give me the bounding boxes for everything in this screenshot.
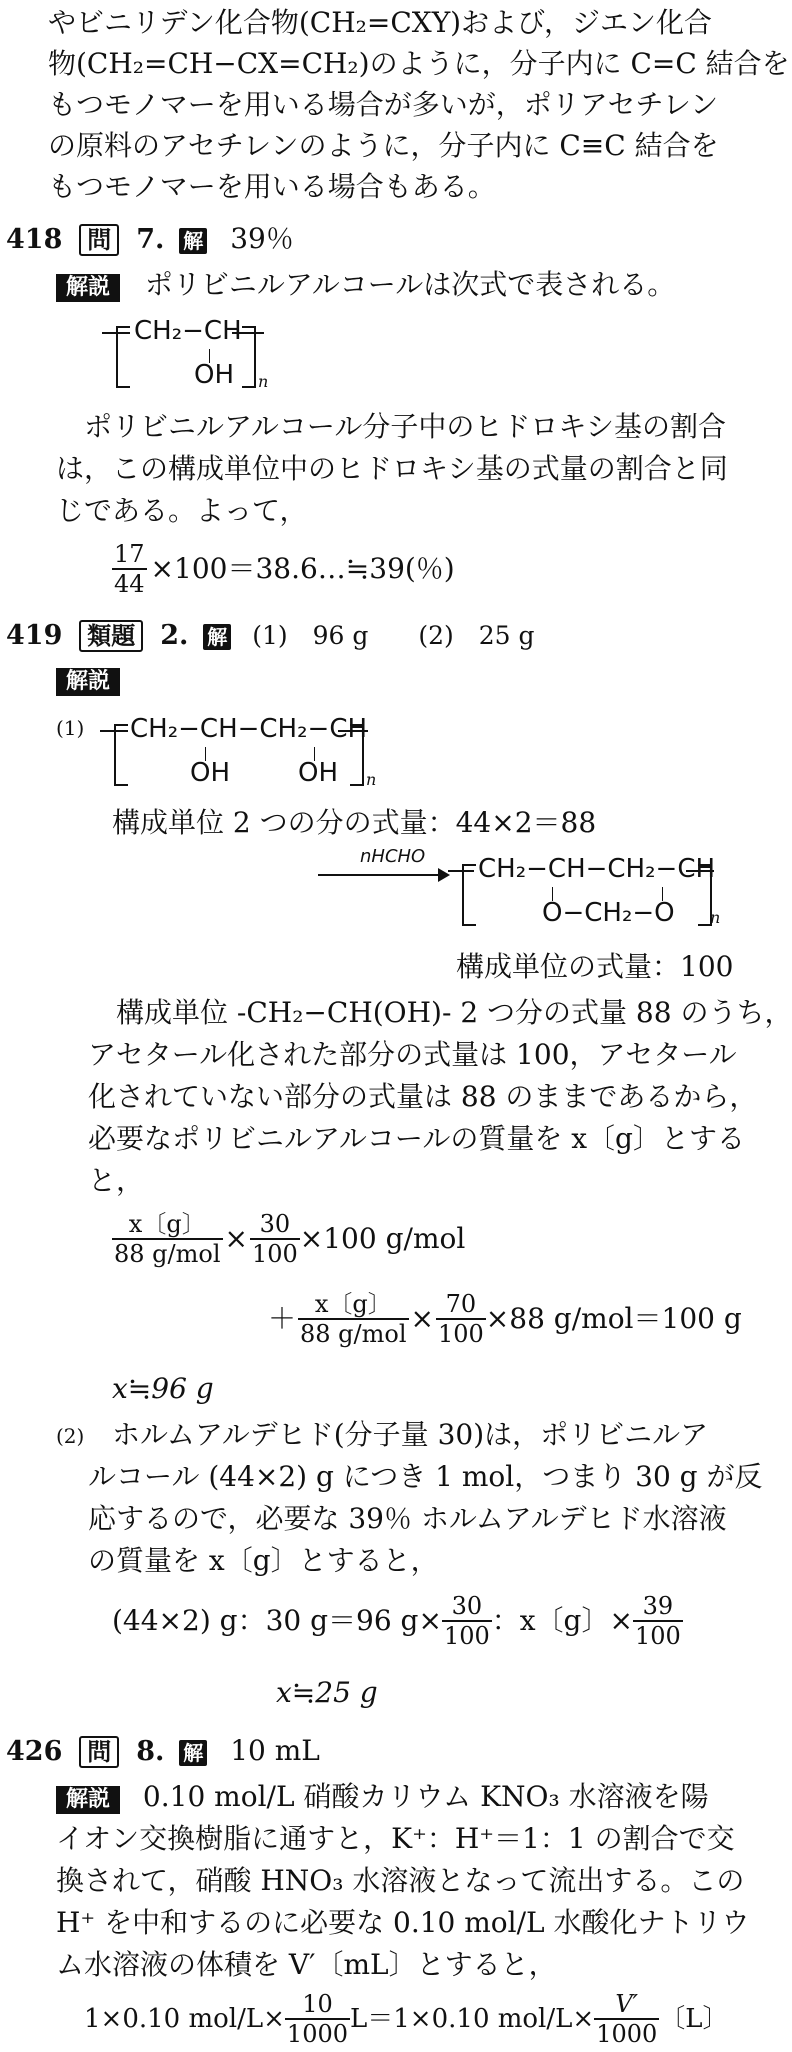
para-line: と， bbox=[88, 1164, 145, 1197]
numerator: 70 bbox=[445, 1290, 477, 1318]
numerator: x〔g〕 bbox=[128, 1210, 206, 1238]
para-line: ルコール (44×2) g につき 1 mol，つまり 30 g が反 bbox=[88, 1460, 763, 1493]
equation-1 bbox=[112, 1210, 465, 1268]
result-1: x≒96 g bbox=[112, 1372, 214, 1405]
acetal-top: CH₂−CH−CH₂−CH bbox=[478, 854, 716, 884]
numerator: 30 bbox=[451, 1592, 483, 1620]
plus-sign: ＋ bbox=[268, 1302, 297, 1335]
para-line: 化されていない部分の式量は 88 のままであるから， bbox=[88, 1080, 758, 1113]
item-number: 7. bbox=[136, 224, 165, 255]
numerator: 17 bbox=[114, 540, 145, 568]
para-line: じである。よって， bbox=[56, 494, 308, 527]
equation-tail: 〔L〕 bbox=[659, 2004, 729, 2034]
calc-418 bbox=[112, 540, 455, 598]
kaisetsu-row bbox=[56, 668, 120, 696]
problem-number: 418 bbox=[6, 224, 63, 255]
problem-number: 426 bbox=[6, 1736, 63, 1767]
problem-number: 419 bbox=[6, 620, 63, 651]
denominator: 88 g/mol bbox=[114, 1240, 221, 1268]
denominator: 100 bbox=[437, 1320, 484, 1348]
para-line: イオン交換樹脂に通すと，K⁺：H⁺＝1：1 の割合で交 bbox=[56, 1822, 735, 1855]
equation-mid: ：x〔g〕× bbox=[491, 1604, 633, 1637]
struct-oh: OH bbox=[194, 360, 235, 390]
problem-418-header bbox=[6, 222, 294, 257]
equation-head: (44×2) g：30 g＝96 g× bbox=[112, 1604, 442, 1637]
para-line: 構成単位 -CH₂−CH(OH)- 2 つ分の式量 88 のうち， bbox=[88, 996, 792, 1029]
numerator: V′ bbox=[615, 1990, 639, 2018]
equation-2 bbox=[268, 1290, 742, 1348]
intro-line: もつモノマーを用いる場合もある。 bbox=[48, 170, 496, 203]
problem-tag: 問 bbox=[79, 1736, 119, 1768]
problem-426-header bbox=[6, 1734, 320, 1769]
numerator: x〔g〕 bbox=[314, 1290, 392, 1318]
intro-line: もつモノマーを用いる場合が多いが，ポリアセチレン bbox=[48, 88, 719, 121]
equation-tail: ×100 g/mol bbox=[299, 1222, 466, 1255]
para-line: 換されて，硝酸 HNO₃ 水溶液となって流出する。この bbox=[56, 1864, 745, 1897]
intro-line: の原料のアセチレンのように，分子内に C≡C 結合を bbox=[48, 129, 719, 162]
problem-tag: 問 bbox=[79, 224, 119, 256]
answer-value: 10 mL bbox=[230, 1734, 320, 1767]
equation-tail: ×88 g/mol＝100 g bbox=[485, 1302, 742, 1335]
result-2: x≒25 g bbox=[276, 1676, 378, 1709]
fraction bbox=[436, 1290, 486, 1348]
denominator: 100 bbox=[634, 1622, 681, 1650]
item-number: 8. bbox=[136, 1736, 165, 1767]
fraction bbox=[250, 1210, 300, 1268]
fraction bbox=[298, 1290, 409, 1348]
degree-n: n bbox=[710, 908, 721, 927]
answer-value: 39％ bbox=[230, 222, 294, 255]
struct-top: CH₂−CH bbox=[134, 316, 242, 346]
denominator: 100 bbox=[251, 1240, 298, 1268]
fraction bbox=[633, 1592, 683, 1650]
numerator: 30 bbox=[259, 1210, 291, 1238]
para-line: H⁺ を中和するのに必要な 0.10 mol/L 水酸化ナトリウ bbox=[56, 1906, 750, 1939]
times-sign: × bbox=[224, 1222, 248, 1255]
equation-mid: L＝1×0.10 mol/L× bbox=[350, 2004, 595, 2034]
para-line: 応するので，必要な 39％ ホルムアルデヒド水溶液 bbox=[88, 1502, 727, 1535]
bond-left bbox=[102, 332, 130, 334]
fraction bbox=[594, 1990, 659, 2048]
equation-head: 1×0.10 mol/L× bbox=[84, 2004, 285, 2034]
problem-tag: 類題 bbox=[79, 620, 143, 652]
degree-n: n bbox=[258, 372, 269, 391]
times-sign: × bbox=[410, 1302, 434, 1335]
oh-group: OH bbox=[298, 758, 339, 788]
para-line: は，この構成単位中のヒドロキシ基の式量の割合と同 bbox=[56, 452, 728, 485]
para-line: の質量を x〔g〕とすると， bbox=[88, 1544, 439, 1577]
bracket-right bbox=[242, 326, 256, 388]
denominator: 88 g/mol bbox=[300, 1320, 407, 1348]
acetal-bottom: O−CH₂−O bbox=[542, 898, 675, 928]
para-line: アセタール化された部分の式量は 100，アセタール bbox=[88, 1038, 737, 1071]
numerator: 39 bbox=[642, 1592, 674, 1620]
kaisetsu-row bbox=[56, 268, 675, 302]
bracket-left bbox=[116, 326, 130, 388]
kaisetsu-lead: ポリビニルアルコールは次式で表される。 bbox=[144, 268, 676, 301]
calc-rest: ×100＝38.6…≒39(％) bbox=[150, 552, 455, 585]
acetal-mass: 構成単位の式量：100 bbox=[456, 950, 734, 983]
kaisetsu-tag: 解説 bbox=[56, 274, 120, 302]
degree-n: n bbox=[366, 770, 377, 789]
kaisetsu-first: 0.10 mol/L 硝酸カリウム KNO₃ 水溶液を陽 bbox=[142, 1780, 709, 1813]
answer-mark: 解 bbox=[179, 1740, 207, 1766]
intro-line: やビニリデン化合物(CH₂=CXY)および，ジエン化合 bbox=[48, 6, 712, 39]
kaisetsu-tag: 解説 bbox=[56, 1786, 120, 1814]
kaisetsu-row bbox=[56, 1780, 709, 1814]
para-line: ム水溶液の体積を V′〔mL〕とすると， bbox=[56, 1948, 557, 1981]
para-line: ホルムアルデヒド(分子量 30)は，ポリビニルア bbox=[112, 1418, 709, 1451]
denominator: 100 bbox=[443, 1622, 490, 1650]
fraction bbox=[442, 1592, 492, 1650]
chain-top: CH₂−CH−CH₂−CH bbox=[130, 714, 368, 744]
oh-group: OH bbox=[190, 758, 231, 788]
part-label: (1) bbox=[56, 716, 85, 740]
unit-mass: 構成単位 2 つの分の式量：44×2＝88 bbox=[112, 806, 597, 839]
fraction bbox=[112, 1210, 223, 1268]
fraction bbox=[285, 1990, 350, 2048]
numerator: 10 bbox=[302, 1990, 333, 2018]
kaisetsu-tag: 解説 bbox=[56, 668, 120, 696]
para-line: 必要なポリビニルアルコールの質量を x〔g〕とする bbox=[88, 1122, 745, 1155]
answer-mark: 解 bbox=[179, 228, 207, 254]
part-label: (2) bbox=[56, 1424, 85, 1448]
denominator: 44 bbox=[114, 570, 145, 598]
problem-419-header bbox=[6, 618, 535, 653]
answer-mark: 解 bbox=[203, 624, 231, 650]
reagent-label: nHCHO bbox=[360, 846, 426, 867]
answer-values: (1) 96 g (2) 25 g bbox=[252, 621, 535, 650]
bracket-left bbox=[462, 864, 476, 926]
reaction-arrow bbox=[318, 874, 444, 876]
denominator: 1000 bbox=[286, 2020, 348, 2048]
item-number: 2. bbox=[160, 620, 189, 651]
fraction bbox=[112, 540, 147, 598]
para-line: ポリビニルアルコール分子中のヒドロキシ基の割合 bbox=[56, 410, 727, 443]
equation-3 bbox=[112, 1592, 683, 1650]
intro-line: 物(CH₂=CH−CX=CH₂)のように，分子内に C=C 結合を bbox=[48, 47, 790, 80]
denominator: 1000 bbox=[596, 2020, 658, 2048]
bracket-left bbox=[114, 724, 128, 786]
bracket-right bbox=[350, 724, 364, 786]
equation-426 bbox=[84, 1990, 729, 2048]
